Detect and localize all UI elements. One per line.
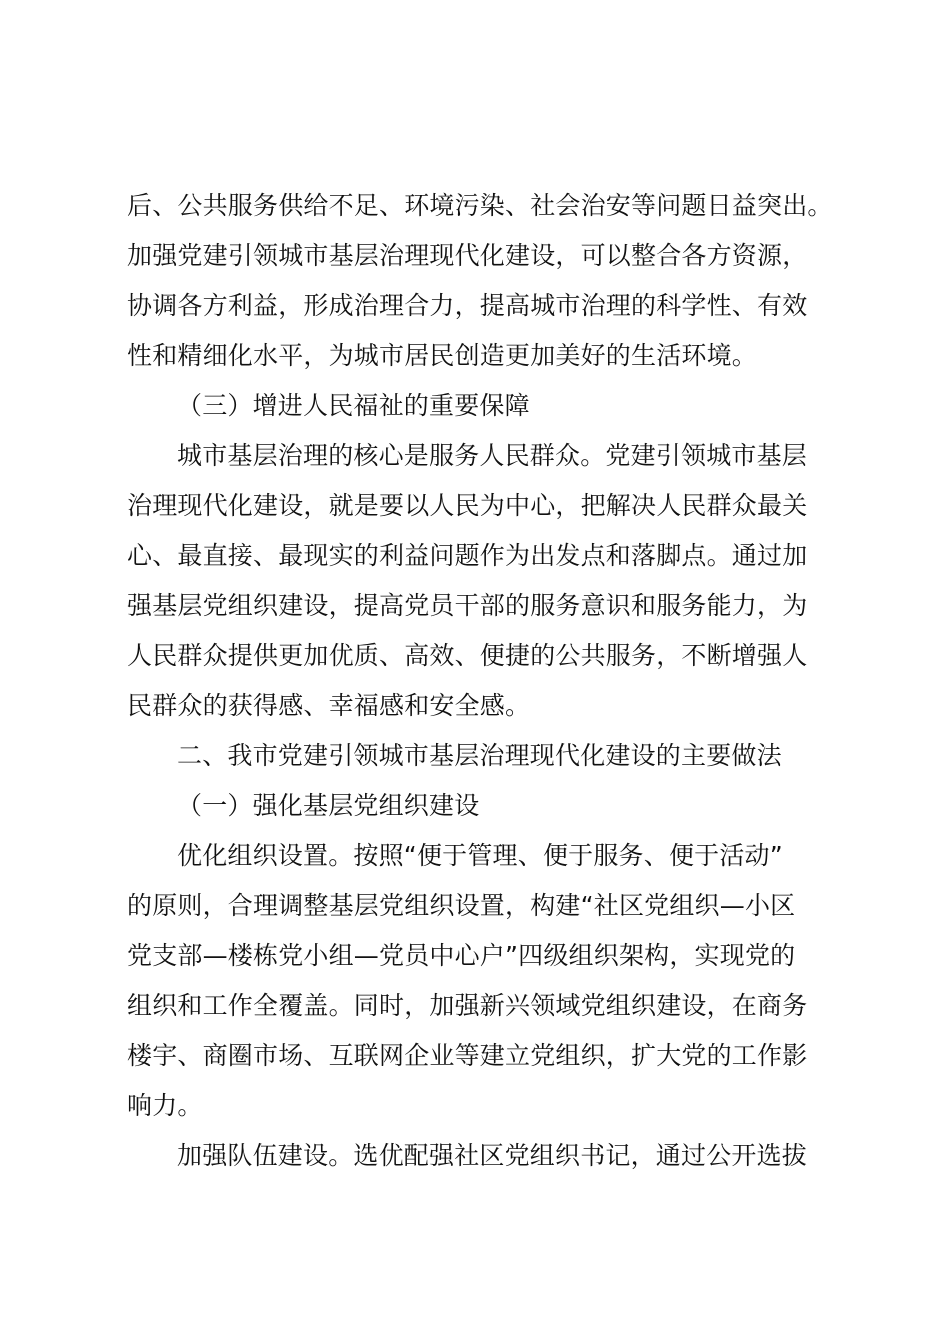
paragraph-line: 城市基层治理的核心是服务人民群众。党建引领城市基层	[177, 441, 808, 470]
paragraph-line: 民群众的获得感、幸福感和安全感。	[127, 691, 531, 720]
paragraph-line: 后、公共服务供给不足、环境污染、社会治安等问题日益突出。	[127, 191, 833, 220]
paragraph-line: 的原则，合理调整基层党组织设置，构建“社区党组织—小区	[127, 891, 796, 920]
paragraph-line: 响力。	[127, 1091, 203, 1120]
paragraph-line: 组织和工作全覆盖。同时，加强新兴领域党组织建设，在商务	[127, 991, 808, 1020]
paragraph-line: 楼宇、商圈市场、互联网企业等建立党组织，扩大党的工作影	[127, 1041, 808, 1070]
chapter-heading: 二、我市党建引领城市基层治理现代化建设的主要做法	[177, 741, 782, 770]
paragraph-line: 治理现代化建设，就是要以人民为中心，把解决人民群众最关	[127, 491, 808, 520]
section-heading: （三）增进人民福祉的重要保障	[177, 391, 530, 420]
paragraph-line: 加强队伍建设。选优配强社区党组织书记，通过公开选拔	[177, 1141, 808, 1170]
paragraph-line: 心、最直接、最现实的利益问题作为出发点和落脚点。通过加	[127, 541, 808, 570]
paragraph-line: 强基层党组织建设，提高党员干部的服务意识和服务能力，为	[127, 591, 808, 620]
paragraph-line: 党支部—楼栋党小组—党员中心户”四级组织架构，实现党的	[127, 941, 796, 970]
paragraph-line: 人民群众提供更加优质、高效、便捷的公共服务，不断增强人	[127, 641, 808, 670]
section-heading: （一）强化基层党组织建设	[177, 791, 480, 820]
paragraph-line: 性和精细化水平，为城市居民创造更加美好的生活环境。	[127, 341, 758, 370]
paragraph-line: 协调各方利益，形成治理合力，提高城市治理的科学性、有效	[127, 291, 808, 320]
paragraph-line: 加强党建引领城市基层治理现代化建设，可以整合各方资源，	[127, 241, 808, 270]
paragraph-line: 优化组织设置。按照“便于管理、便于服务、便于活动”	[177, 841, 783, 870]
